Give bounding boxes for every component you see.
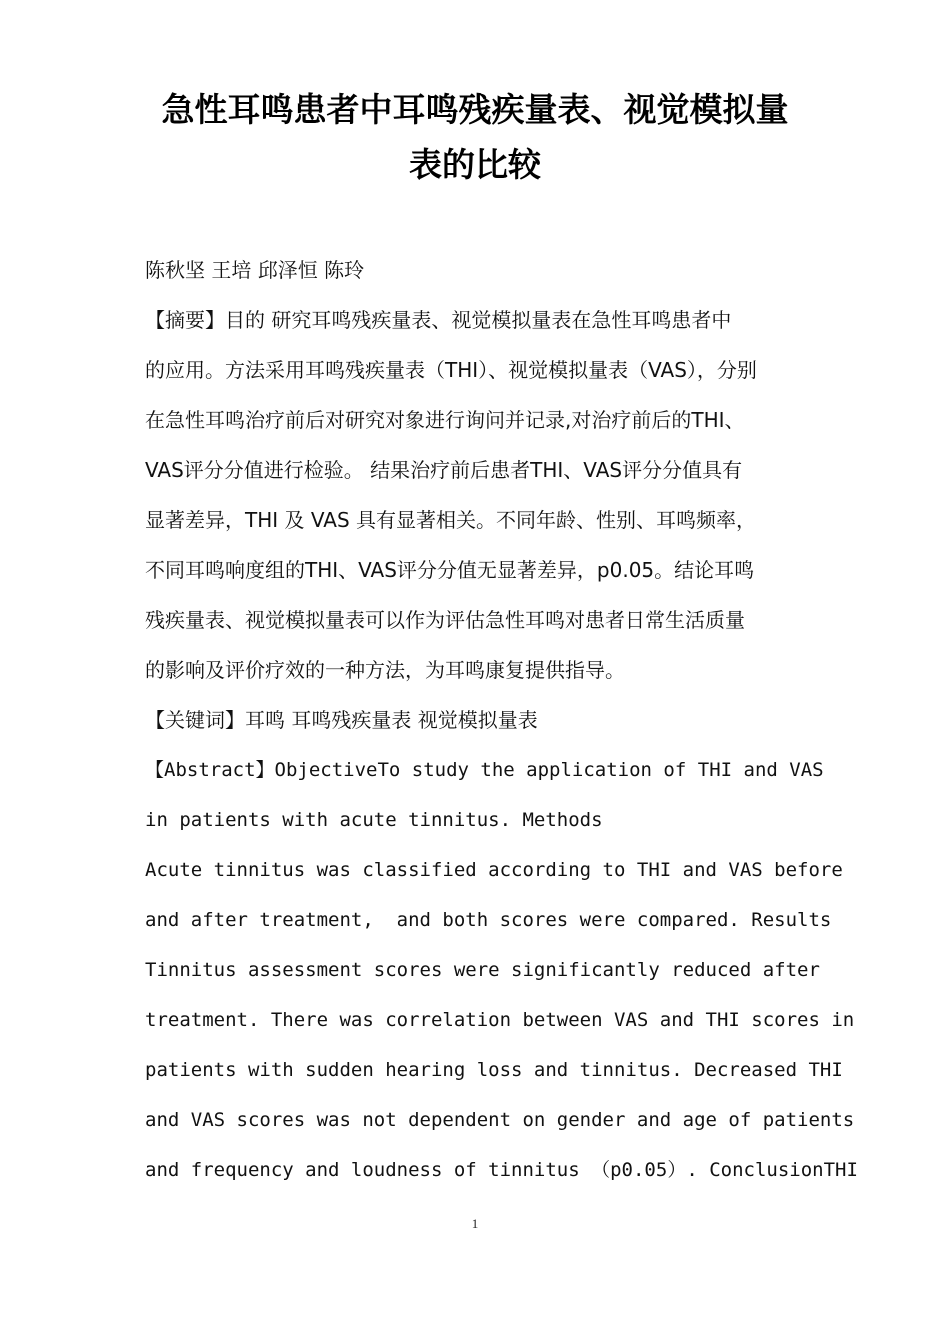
abstract-cn-line: 不同耳鸣响度组的THI、VAS评分分值无显著差异，p0.05。结论耳鸣 [145, 558, 755, 582]
abstract-en-line: and VAS scores was not dependent on gender and age of patients [145, 1109, 855, 1131]
title-line-1: 急性耳鸣患者中耳鸣残疾量表、视觉模拟量 [161, 90, 789, 129]
abstract-cn-line: 的应用。方法采用耳鸣残疾量表（THI）、视觉模拟量表（VAS），分别 [145, 358, 757, 382]
abstract-en-line: and frequency and loudness of tinnitus （p0.05）. ConclusionTHI [145, 1159, 858, 1181]
abstract-cn-line: 在急性耳鸣治疗前后对研究对象进行询问并记录,对治疗前后的THI、 [145, 408, 745, 432]
abstract-en-line: Acute tinnitus was classified according to THI and VAS before [145, 859, 843, 881]
authors: 陈秋坚 王培 邱泽恒 陈玲 [145, 258, 365, 282]
abstract-en-line: in patients with acute tinnitus. Methods [145, 809, 603, 831]
abstract-cn-line: VAS评分分值进行检验。 结果治疗前后患者THI、VAS评分分值具有 [145, 458, 743, 482]
document-title [120, 82, 830, 192]
page-number: 1 [471, 1216, 479, 1231]
abstract-en-line: patients with sudden hearing loss and tinnitus. Decreased THI [145, 1059, 843, 1081]
title-line-2: 表的比较 [409, 145, 541, 184]
abstract-cn-line: 残疾量表、视觉模拟量表可以作为评估急性耳鸣对患者日常生活质量 [145, 608, 745, 632]
abstract-cn-line: 的影响及评价疗效的一种方法，为耳鸣康复提供指导。 [145, 658, 625, 682]
abstract-en-line: Tinnitus assessment scores were significantly reduced after [145, 959, 820, 981]
abstract-cn-line: 显著差异，THI 及 VAS 具有显著相关。不同年龄、性别、耳鸣频率， [145, 508, 757, 532]
keywords-cn: 【关键词】耳鸣 耳鸣残疾量表 视觉模拟量表 [145, 708, 538, 732]
abstract-en-line: 【Abstract】ObjectiveTo study the application of THI and VAS [145, 759, 824, 781]
abstract-cn-line: 【摘要】目的 研究耳鸣残疾量表、视觉模拟量表在急性耳鸣患者中 [145, 308, 732, 332]
abstract-en-line: and after treatment, and both scores were compared. Results [145, 909, 832, 931]
abstract-en-line: treatment. There was correlation between VAS and THI scores in [145, 1009, 855, 1031]
